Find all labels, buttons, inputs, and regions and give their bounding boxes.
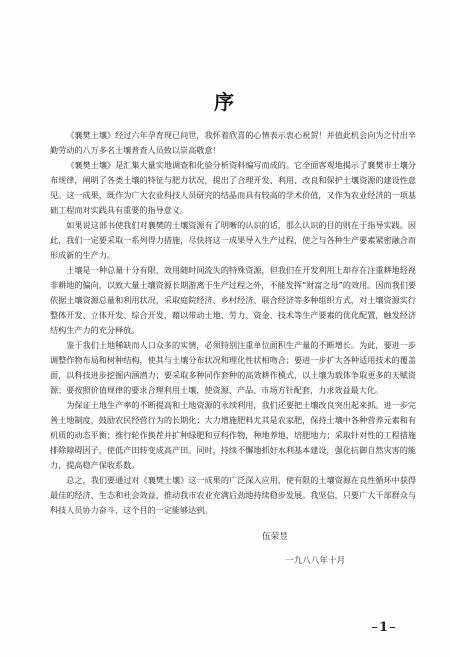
preface-body	[50, 128, 416, 518]
page-title: 序	[214, 90, 236, 114]
paragraph: 《襄樊土壤》经过六年孕育现已问世，我怀着欣喜的心情表示衷心祝贺！并值此机会向为之付出辛勤劳动的八万多名土壤普查人员致以崇高敬意！	[50, 130, 416, 155]
date-line: 一九八八年十月	[285, 556, 346, 566]
paragraph: 土壤是一种总量十分有限、效用随时间流失的特殊资源，但我们在开发利用上却存在注重耕地轻视非耕地的偏向，以致大量土壤资源长期游离于生产过程之外，不能发挥“财富之母”的效用。因而我们要依据土壤资源总量和利用状况，采取庭院经济、乡村经济、联合经济等多种组织方式，对土壤资源实行整体开发、立体开发、综合开发，藉以带动土地、劳力、资金、技术等生产要素的优化配置，触发经济结构生产力的充分释放。	[50, 265, 416, 335]
paragraph: 为保证土地生产率的不断提高和土地资源的永续利用，我们还要把土壤改良突出起来抓。进一步完善土地制度，鼓励农民经营行为的长期化；大力增施肥料尤其是农家肥，保持土壤中各种营养元素和有机质的动态平衡；推行轮作换茬并扩种绿肥和豆科作物，种地养地，培肥地力；采取针对性的工程措施排除障碍因子，使低产田转变成高产田。同时，持续不懈地抓好水利基本建设，强化抗御自然灾害的能力，提高稳产保收系数。	[50, 400, 416, 470]
paragraph: 总之，我们要通过对《襄樊土壤》这一成果的广泛深入应用，使有限的土壤资源在良性循环中获得最佳的经济、生态和社会效益，推动我市农业充满后劲地持续稳步发展。我坚信，只要广大干部群众与科技人员协力奋斗，这个目的一定能够达到。	[50, 475, 416, 515]
author-signature: 伍荣昱	[262, 532, 288, 542]
paragraph: 鉴于我们土地稀缺而人口众多的实情，必须特别注重单位面积生产量的不断增长。为此，要进一步调整作物布局和树种结构，使其与土壤分布状况和理化性状相吻合；要进一步扩大各种适用技术的覆盖面，以科技进步挖掘内涵潜力；要采取多种同作套种的高效耕作模式，以土壤为载体争取更多的天赋资源；要按照价值规律的要求合理利用土壤，使资源、产品、市场方针配套，力求效益最大化。	[50, 340, 416, 395]
page-number: 1	[370, 620, 397, 635]
paragraph: 《襄樊土壤》是汇集大量实地调查和化验分析资料编写而成的。它全面客观地揭示了襄樊市土壤分布规律，阐明了各类土壤的特征与肥力状况，提出了合理开发、利用、改良和保护土壤资源的建设性意见。这一成果，既作为广大农业科技人员研究的结晶而具有较高的学术价值，又作为农业经济的一项基础工程而对实践具有重要的指导意义。	[50, 160, 416, 215]
paragraph: 如果说这部书使我们对襄樊的土壤资源有了明晰的认识的话，那么认识的目的则在于指导实践。因此，我们一定要采取一系列得力措施，尽快将这一成果导入生产过程，使之与各种生产要素紧密融合而形成新的生产力。	[50, 220, 416, 260]
